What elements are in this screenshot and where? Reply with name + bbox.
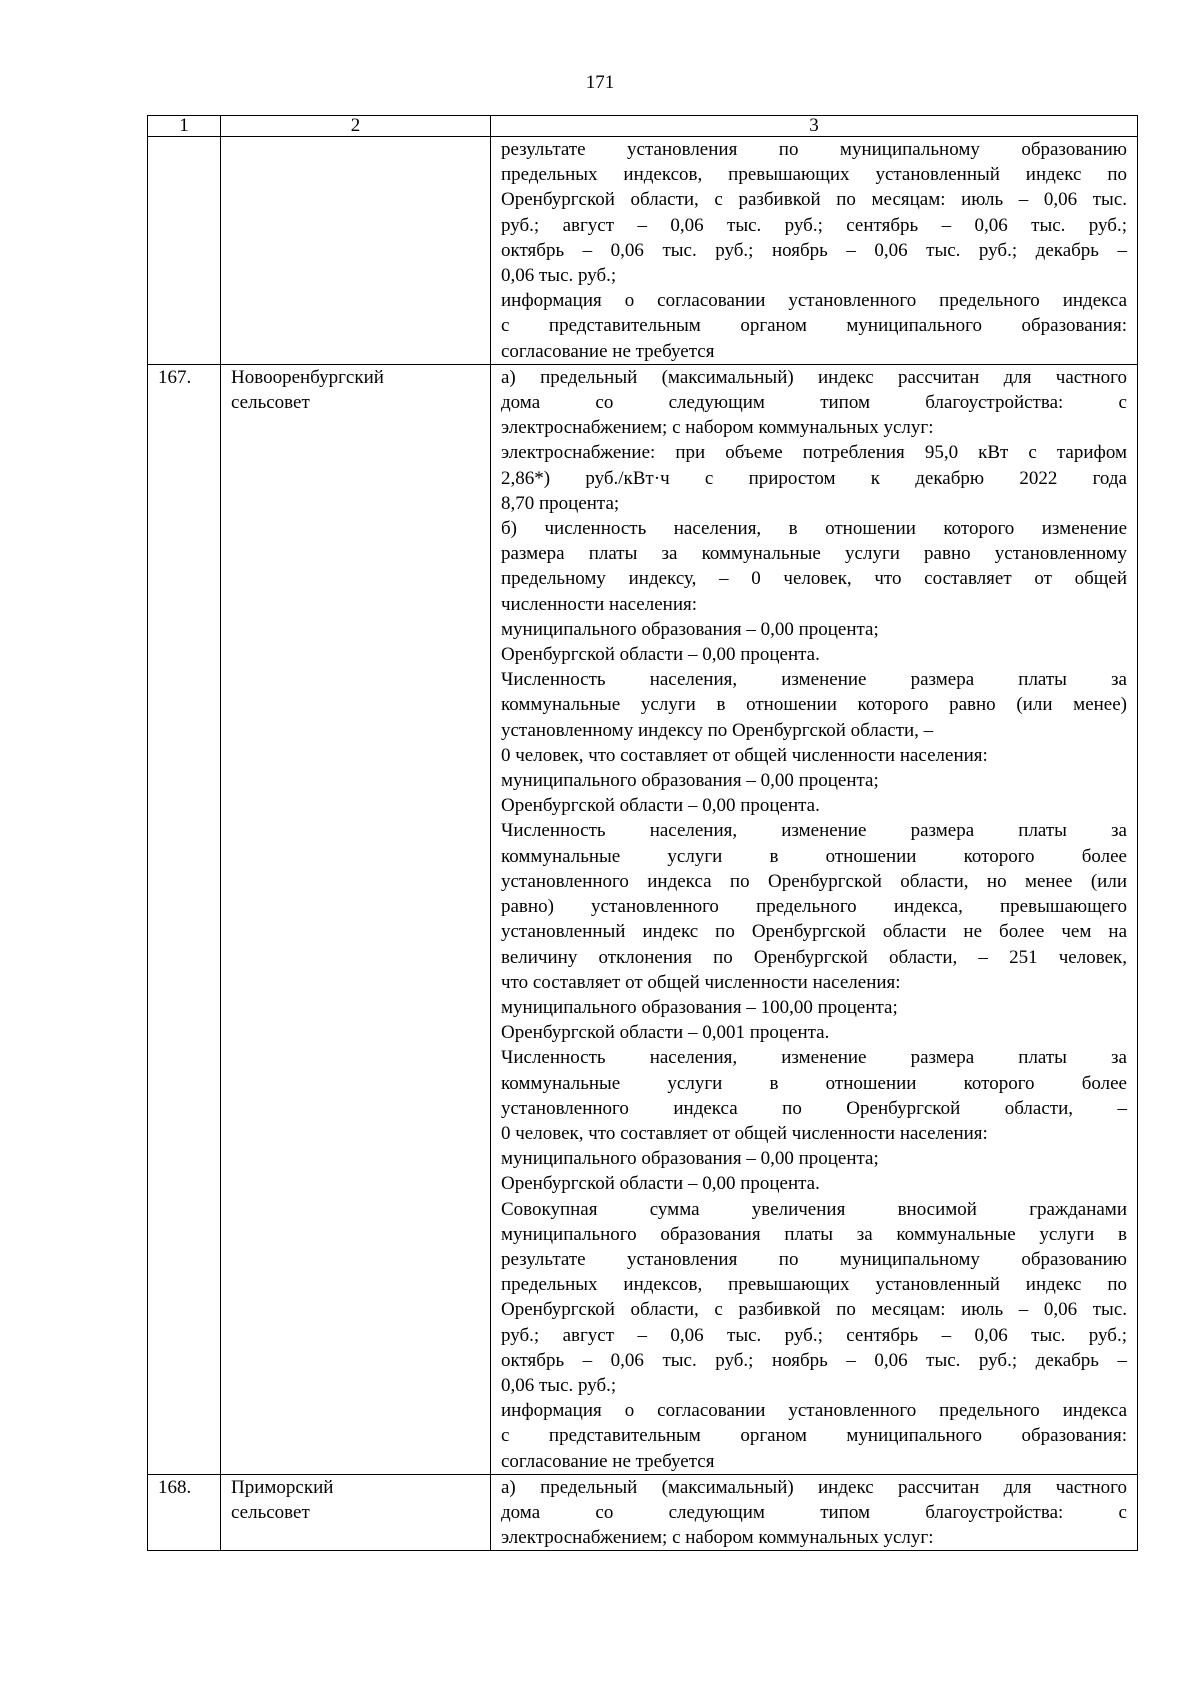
row-number-cell: 167. (148, 364, 221, 1474)
header-col-3: 3 (491, 116, 1138, 137)
description-line: 0,06 тыс. руб.; (501, 265, 617, 287)
description-line: установленному индексу по Оренбургской области, – (501, 719, 934, 741)
description-line: Численность населения, изменение размера платы за (501, 820, 1127, 842)
description-line: информация о согласовании установленного предельного индекса (501, 290, 1127, 312)
table-row (148, 1474, 1138, 1551)
row-number-cell (148, 137, 221, 365)
description-line: результате установления по муниципальному образованию (501, 139, 1127, 160)
description-line: б) численность населения, в отношении которого изменение (501, 518, 1127, 540)
description-line: Численность населения, изменение размера платы за (501, 669, 1127, 691)
description-line: Оренбургской области, с разбивкой по месяцам: июль – 0,06 тыс. (501, 1299, 1127, 1321)
municipality-name-line: сельсовет (231, 392, 310, 414)
page-number: 171 (585, 72, 615, 93)
description-line: предельных индексов, превышающих установленный индекс по (501, 164, 1127, 186)
header-col-2: 2 (221, 116, 491, 137)
table-row (148, 137, 1138, 365)
description-line: электроснабжение: при объеме потребления 95,0 кВт с тарифом (501, 442, 1127, 464)
description-line: Оренбургской области – 0,00 процента. (501, 644, 820, 666)
description-line: коммунальные услуги в отношении которого более (501, 1072, 1127, 1094)
description-line: руб.; август – 0,06 тыс. руб.; сентябрь – 0,06 тыс. руб.; (501, 214, 1127, 236)
municipality-name-line: Новооренбургский (231, 366, 384, 388)
table-row (148, 364, 1138, 1474)
description-line: электроснабжением; с набором коммунальных услуг: (501, 1527, 934, 1549)
description-line: с представительным органом муниципального образования: (501, 1425, 1127, 1447)
description-line: что составляет от общей численности населения: (501, 971, 901, 993)
header-col-1: 1 (148, 116, 221, 137)
description-line: октябрь – 0,06 тыс. руб.; ноябрь – 0,06 тыс. руб.; декабрь – (501, 1349, 1127, 1371)
description-line: коммунальные услуги в отношении которого более (501, 845, 1127, 867)
description-line: Оренбургской области – 0,001 процента. (501, 1022, 830, 1044)
description-line: результате установления по муниципальному образованию (501, 1248, 1127, 1270)
table-header-row (148, 116, 1138, 137)
description-line: размера платы за коммунальные услуги равно установленному (501, 543, 1127, 565)
description-line: 0 человек, что составляет от общей численности населения: (501, 1122, 988, 1144)
description-line: дома со следующим типом благоустройства: с (501, 392, 1127, 414)
description-line: а) предельный (максимальный) индекс рассчитан для частного (501, 1476, 1127, 1498)
description-cell (491, 364, 1138, 1474)
municipality-name-cell (221, 1474, 491, 1551)
description-line: Оренбургской области, с разбивкой по месяцам: июль – 0,06 тыс. (501, 189, 1127, 211)
description-line: установленного индекса по Оренбургской области, – (501, 1097, 1127, 1119)
description-line: муниципального образования – 100,00 процента; (501, 996, 898, 1018)
description-line: величину отклонения по Оренбургской области, – 251 человек, (501, 946, 1127, 968)
description-line: октябрь – 0,06 тыс. руб.; ноябрь – 0,06 тыс. руб.; декабрь – (501, 239, 1127, 261)
description-line: руб.; август – 0,06 тыс. руб.; сентябрь – 0,06 тыс. руб.; (501, 1324, 1127, 1346)
description-line: информация о согласовании установленного предельного индекса (501, 1400, 1127, 1422)
municipality-name-line: Приморский (231, 1476, 334, 1498)
description-cell (491, 137, 1138, 365)
row-number-cell: 168. (148, 1474, 221, 1551)
municipality-name-cell (221, 364, 491, 1474)
description-line: согласование не требуется (501, 1450, 715, 1472)
description-line: электроснабжением; с набором коммунальных услуг: (501, 417, 934, 439)
municipality-name-line: сельсовет (231, 1501, 310, 1523)
description-line: коммунальные услуги в отношении которого равно (или менее) (501, 694, 1127, 716)
document-table (147, 115, 1138, 1551)
description-line: муниципального образования – 0,00 процента; (501, 618, 879, 640)
municipality-name-cell (221, 137, 491, 365)
description-line: Совокупная сумма увеличения вносимой гражданами (501, 1198, 1127, 1220)
description-line: 8,70 процента; (501, 492, 620, 514)
description-line: согласование не требуется (501, 340, 715, 362)
description-line: дома со следующим типом благоустройства: с (501, 1501, 1127, 1523)
description-line: а) предельный (максимальный) индекс рассчитан для частного (501, 366, 1127, 388)
description-line: численности населения: (501, 593, 698, 615)
description-line: предельных индексов, превышающих установленный индекс по (501, 1274, 1127, 1296)
description-line: муниципального образования платы за коммунальные услуги в (501, 1223, 1127, 1245)
description-line: 2,86*) руб./кВт·ч с приростом к декабрю 2022 года (501, 467, 1127, 489)
description-cell (491, 1474, 1138, 1551)
description-line: с представительным органом муниципального образования: (501, 315, 1127, 337)
description-line: 0 человек, что составляет от общей численности населения: (501, 744, 988, 766)
description-line: муниципального образования – 0,00 процента; (501, 770, 879, 792)
description-line: Оренбургской области – 0,00 процента. (501, 795, 820, 817)
description-line: установленного индекса по Оренбургской области, но менее (или (501, 870, 1127, 892)
description-line: Численность населения, изменение размера платы за (501, 1047, 1127, 1069)
description-line: Оренбургской области – 0,00 процента. (501, 1173, 820, 1195)
description-line: 0,06 тыс. руб.; (501, 1374, 617, 1396)
description-line: равно) установленного предельного индекса, превышающего (501, 896, 1127, 918)
description-line: предельному индексу, – 0 человек, что составляет от общей (501, 568, 1127, 590)
description-line: установленный индекс по Оренбургской области не более чем на (501, 921, 1127, 943)
description-line: муниципального образования – 0,00 процента; (501, 1148, 879, 1170)
